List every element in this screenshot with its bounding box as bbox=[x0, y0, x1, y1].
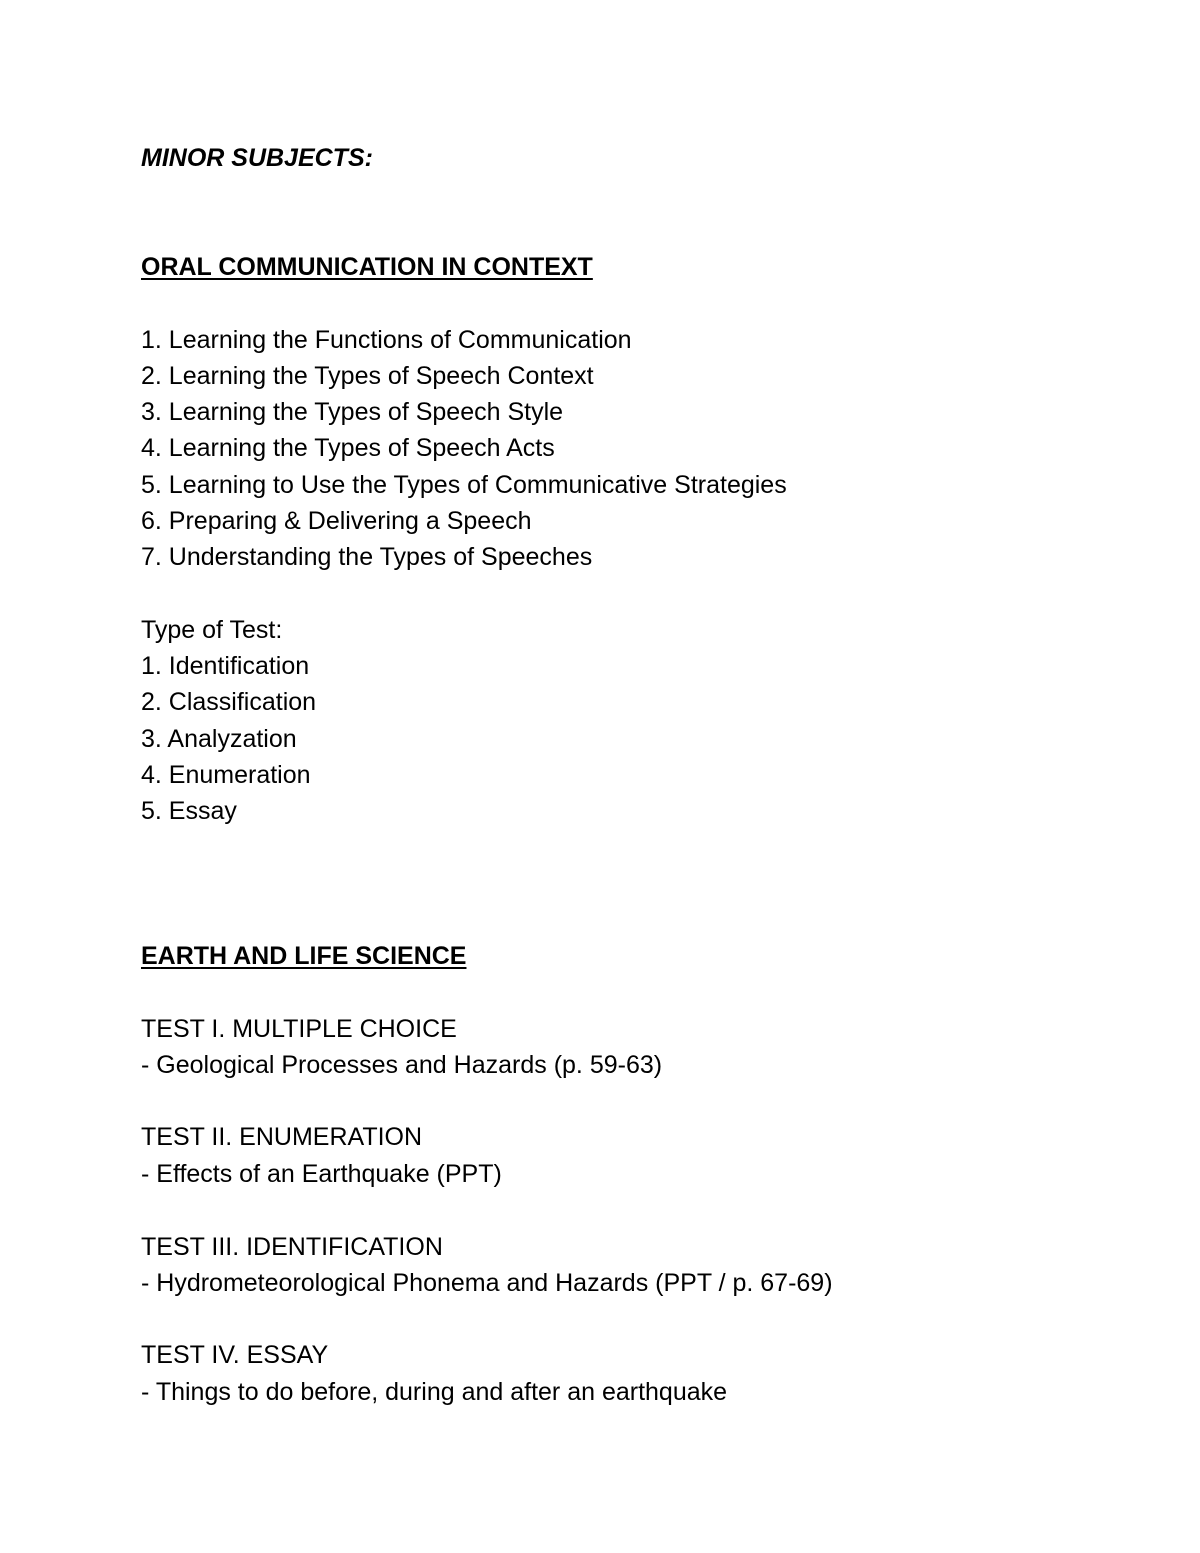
test-detail: - Things to do before, during and after an earthquake bbox=[141, 1378, 728, 1406]
list-item: 5. Essay bbox=[141, 797, 237, 825]
list-item: 3. Learning the Types of Speech Style bbox=[141, 398, 564, 426]
test-type-label: Type of Test: bbox=[141, 616, 283, 644]
list-item: 6. Preparing & Delivering a Speech bbox=[141, 507, 532, 535]
test-detail: - Effects of an Earthquake (PPT) bbox=[141, 1160, 502, 1188]
test-title: TEST IV. ESSAY bbox=[141, 1341, 329, 1369]
list-item: 1. Identification bbox=[141, 652, 310, 680]
test-title: TEST II. ENUMERATION bbox=[141, 1123, 423, 1151]
list-item: 4. Enumeration bbox=[141, 761, 311, 789]
list-item: 5. Learning to Use the Types of Communicative Strategies bbox=[141, 471, 787, 499]
list-item: 4. Learning the Types of Speech Acts bbox=[141, 434, 555, 462]
list-item: 1. Learning the Functions of Communication bbox=[141, 326, 632, 354]
test-detail: - Hydrometeorological Phonema and Hazards (PPT / p. 67-69) bbox=[141, 1269, 833, 1297]
list-item: 2. Classification bbox=[141, 688, 317, 716]
list-item: 3. Analyzation bbox=[141, 725, 297, 753]
minor-subjects-heading: MINOR SUBJECTS: bbox=[141, 144, 373, 172]
test-title: TEST I. MULTIPLE CHOICE bbox=[141, 1015, 457, 1043]
list-item: 2. Learning the Types of Speech Context bbox=[141, 362, 594, 390]
earth-life-science-heading: EARTH AND LIFE SCIENCE bbox=[141, 942, 467, 970]
list-item: 7. Understanding the Types of Speeches bbox=[141, 543, 593, 571]
oral-communication-heading: ORAL COMMUNICATION IN CONTEXT bbox=[141, 253, 593, 281]
test-title: TEST III. IDENTIFICATION bbox=[141, 1233, 443, 1261]
test-detail: - Geological Processes and Hazards (p. 59-63) bbox=[141, 1051, 663, 1079]
